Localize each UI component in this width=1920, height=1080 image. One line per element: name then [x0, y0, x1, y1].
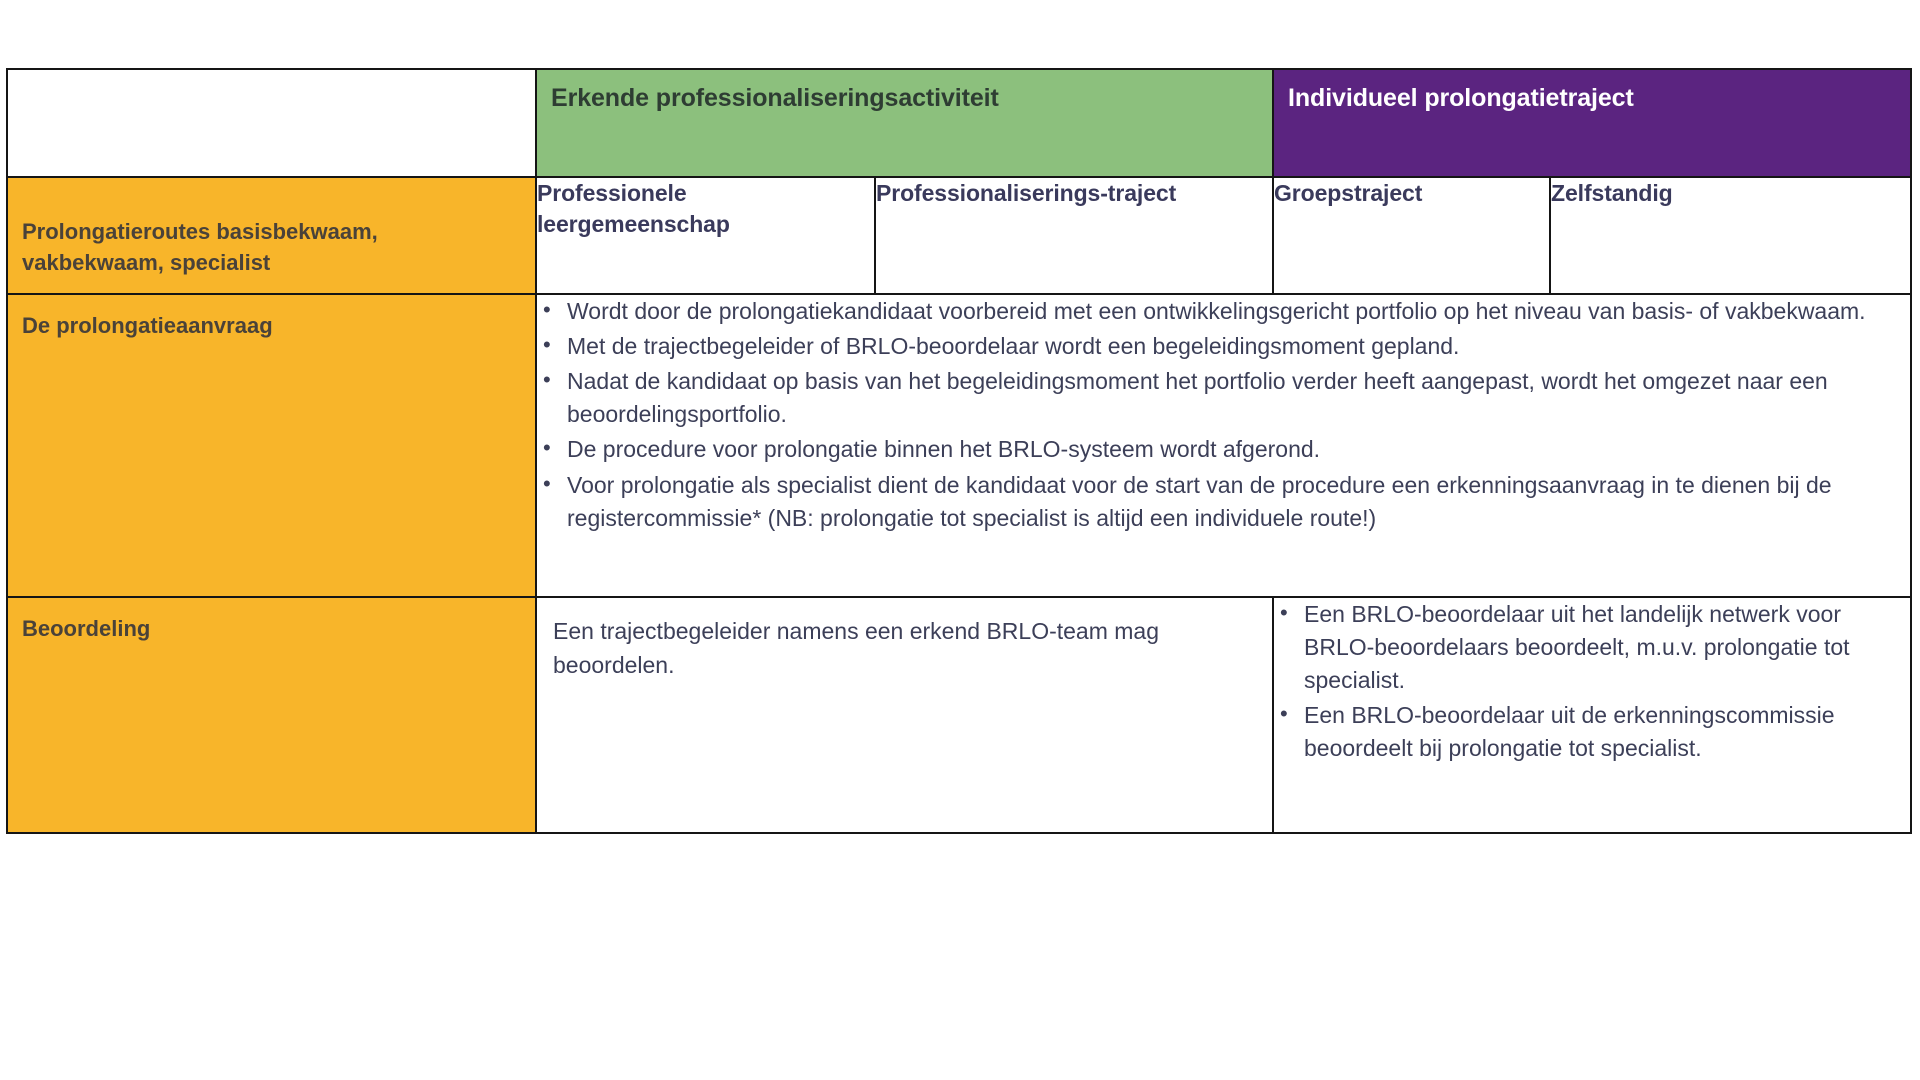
- list-item: • Wordt door de prolongatiekandidaat voorbereid met een ontwikkelingsgericht portfolio op het niveau van basis- of vakbekwaam.: [563, 295, 1910, 328]
- column-header-zelfstandig-label: Zelfstandig: [1551, 180, 1673, 206]
- list-item: • Een BRLO-beoordelaar uit het landelijk netwerk voor BRLO-beoordelaars beoordeelt, m.u.v. prolongatie tot specialist.: [1300, 598, 1910, 697]
- row-header-beoordeling-label: Beoordeling: [22, 616, 151, 641]
- column-header-professionele-leergemeenschap-label: Professionele leergemeenschap: [537, 180, 730, 237]
- group-header-individueel-prolongatietraject: [1273, 69, 1911, 177]
- column-header-zelfstandig: [1550, 177, 1911, 294]
- cell-prolongatieaanvraag-content: [536, 294, 1911, 597]
- table-row-sub-headers: [7, 177, 1911, 294]
- row-header-prolongatieroutes-label: Prolongatieroutes basisbekwaam, vakbekwaam, specialist: [22, 219, 378, 276]
- cell-beoordeling-erkende-activiteit: [536, 597, 1273, 833]
- table-row-group-headers: [7, 69, 1911, 177]
- cell-beoordeling-individueel-traject: [1273, 597, 1911, 833]
- column-header-groepstraject-label: Groepstraject: [1274, 180, 1423, 206]
- beoordeling-left-text: Een trajectbegeleider namens een erkend BRLO-team mag beoordelen.: [553, 618, 1160, 679]
- column-header-professionaliseringstraject-label: Professionaliserings-traject: [876, 180, 1177, 206]
- column-header-professionele-leergemeenschap: [536, 177, 875, 294]
- group-header-erkende-professionaliseringsactiviteit: [536, 69, 1273, 177]
- list-item: • Voor prolongatie als specialist dient de kandidaat voor de start van de procedure een erkenningsaanvraag in te dienen bij de registercommissie* (NB: prolongatie tot specialist is altijd een individuele route!): [563, 469, 1910, 535]
- table-row-beoordeling: [7, 597, 1911, 833]
- list-item: • Een BRLO-beoordelaar uit de erkenningscommissie beoordeelt bij prolongatie tot specialist.: [1300, 699, 1910, 765]
- row-header-beoordeling: [7, 597, 536, 833]
- bullet-list-prolongatieaanvraag: [537, 295, 1910, 535]
- prolongatieroutes-table: [6, 68, 1912, 834]
- column-header-groepstraject: [1273, 177, 1550, 294]
- list-item: • De procedure voor prolongatie binnen het BRLO-systeem wordt afgerond.: [563, 433, 1910, 466]
- row-header-prolongatieroutes: [7, 177, 536, 294]
- table-row-prolongatieaanvraag: [7, 294, 1911, 597]
- bullet-list-beoordeling: [1274, 598, 1910, 766]
- row-header-prolongatieaanvraag-label: De prolongatieaanvraag: [22, 313, 273, 338]
- row-header-prolongatieaanvraag: [7, 294, 536, 597]
- list-item: • Met de trajectbegeleider of BRLO-beoordelaar wordt een begeleidingsmoment gepland.: [563, 330, 1910, 363]
- list-item: • Nadat de kandidaat op basis van het begeleidingsmoment het portfolio verder heeft aangepast, wordt het omgezet naar een beoordelingsportfolio.: [563, 365, 1910, 431]
- corner-cell: [7, 69, 536, 177]
- column-header-professionaliseringstraject: [875, 177, 1273, 294]
- group-header-green-label: Erkende professionaliseringsactiviteit: [551, 84, 999, 112]
- group-header-purple-label: Individueel prolongatietraject: [1288, 84, 1634, 112]
